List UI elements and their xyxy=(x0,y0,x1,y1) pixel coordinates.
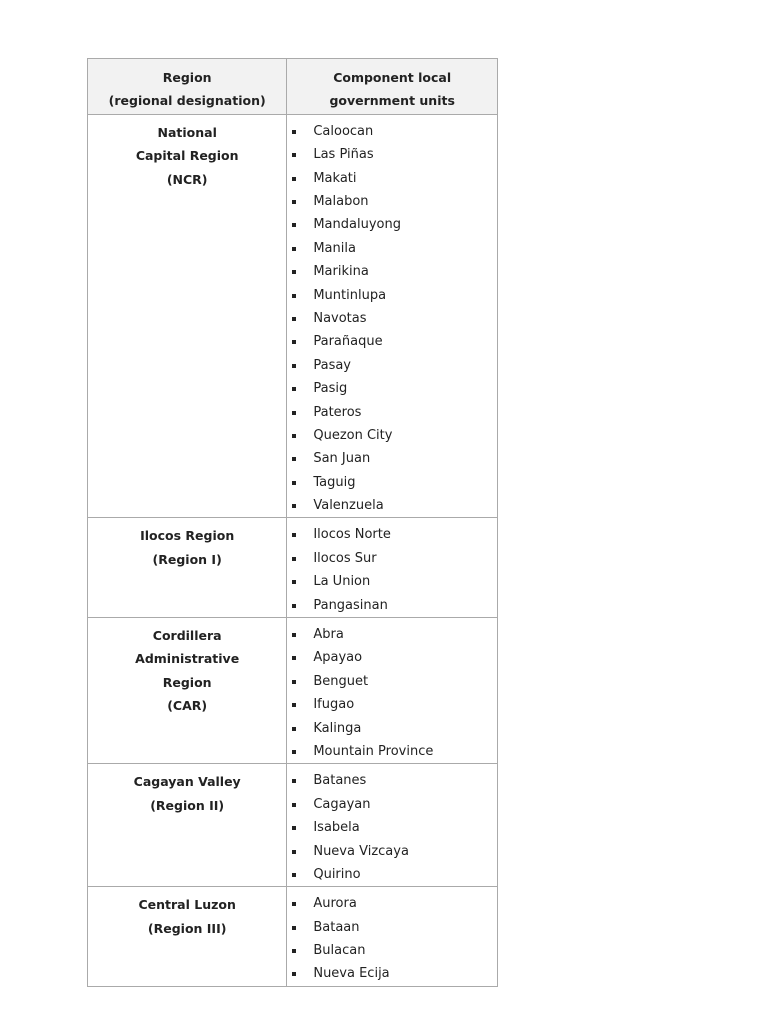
table-row xyxy=(88,518,498,618)
bullet-icon xyxy=(292,223,296,227)
bullet-icon xyxy=(292,727,296,731)
lgu-name: Taguig xyxy=(313,474,356,490)
bullet-icon xyxy=(292,604,296,608)
bullet-icon xyxy=(292,457,296,461)
bullet-icon xyxy=(292,481,296,485)
regions-table xyxy=(87,58,498,987)
table-row xyxy=(88,764,498,887)
region-cell xyxy=(88,887,287,987)
bullet-icon xyxy=(292,826,296,830)
region-cell xyxy=(88,518,287,618)
bullet-icon xyxy=(292,434,296,438)
lgu-list xyxy=(287,892,493,986)
header-row xyxy=(88,59,498,115)
region-cell xyxy=(88,618,287,764)
lgu-name: Muntinlupa xyxy=(313,287,387,303)
bullet-icon xyxy=(292,902,296,906)
bullet-icon xyxy=(292,926,296,930)
list-item xyxy=(287,120,493,143)
list-item xyxy=(287,740,493,763)
list-item xyxy=(287,260,493,283)
lgu-name: Bataan xyxy=(313,919,360,935)
lgu-name: Ilocos Norte xyxy=(313,527,391,543)
bullet-icon xyxy=(292,200,296,204)
lgu-name: Valenzuela xyxy=(313,498,384,514)
bullet-icon xyxy=(292,130,296,134)
region-name-line: Central Luzon xyxy=(138,897,236,913)
bullet-icon xyxy=(292,703,296,707)
list-item xyxy=(287,547,493,570)
bullet-icon xyxy=(292,247,296,251)
bullet-icon xyxy=(292,656,296,660)
region-name-line: Capital Region xyxy=(135,148,239,164)
bullet-icon xyxy=(292,557,296,561)
lgu-name: Caloocan xyxy=(313,123,374,139)
lgu-cell xyxy=(287,114,498,518)
lgu-name: Pateros xyxy=(313,404,362,420)
list-item xyxy=(287,863,493,886)
list-item xyxy=(287,916,493,939)
region-name-line: Cagayan Valley xyxy=(133,774,241,790)
region-cell xyxy=(88,114,287,518)
list-item xyxy=(287,594,493,617)
list-item xyxy=(287,190,493,213)
list-item xyxy=(287,816,493,839)
region-name-line: Region xyxy=(162,674,212,690)
table-header xyxy=(88,59,498,115)
bullet-icon xyxy=(292,294,296,298)
table-row xyxy=(88,618,498,764)
region-designation: (Region II) xyxy=(150,797,225,813)
list-item xyxy=(287,401,493,424)
table-body xyxy=(88,114,498,986)
lgu-name: Ilocos Sur xyxy=(313,550,377,566)
lgu-name: Nueva Vizcaya xyxy=(313,843,409,859)
region-designation: (NCR) xyxy=(166,171,208,187)
region-name-line: Administrative xyxy=(135,651,240,667)
bullet-icon xyxy=(292,680,296,684)
list-item xyxy=(287,307,493,330)
header-lgus-line: Component local xyxy=(333,70,452,85)
list-item xyxy=(287,962,493,985)
list-item xyxy=(287,143,493,166)
bullet-icon xyxy=(292,270,296,274)
lgu-name: Bulacan xyxy=(313,943,366,959)
bullet-icon xyxy=(292,153,296,157)
bullet-icon xyxy=(292,633,296,637)
list-item xyxy=(287,892,493,915)
lgu-name: Nueva Ecija xyxy=(313,966,390,982)
lgu-name: Pangasinan xyxy=(313,597,388,613)
lgu-name: San Juan xyxy=(313,451,371,467)
header-lgus-line: government units xyxy=(329,93,455,109)
lgu-name: Quirino xyxy=(313,866,361,882)
lgu-name: Malabon xyxy=(313,193,369,209)
region-cell xyxy=(88,764,287,887)
list-item xyxy=(287,769,493,792)
region-name-line: National xyxy=(157,124,217,140)
region-designation: (Region I) xyxy=(152,551,222,567)
bullet-icon xyxy=(292,533,296,537)
lgu-cell xyxy=(287,518,498,618)
lgu-name: La Union xyxy=(313,574,371,590)
lgu-name: Abra xyxy=(313,627,344,643)
list-item xyxy=(287,623,493,646)
bullet-icon xyxy=(292,504,296,508)
list-item xyxy=(287,939,493,962)
lgu-name: Las Piñas xyxy=(313,147,374,163)
lgu-name: Batanes xyxy=(313,773,367,789)
lgu-name: Cagayan xyxy=(313,796,371,812)
lgu-name: Makati xyxy=(313,170,357,186)
list-item xyxy=(287,284,493,307)
lgu-name: Pasay xyxy=(313,357,351,373)
region-designation: (CAR) xyxy=(167,698,208,714)
lgu-name: Aurora xyxy=(313,896,357,912)
list-item xyxy=(287,523,493,546)
lgu-cell xyxy=(287,764,498,887)
list-item xyxy=(287,424,493,447)
bullet-icon xyxy=(292,411,296,415)
list-item xyxy=(287,471,493,494)
lgu-list xyxy=(287,523,493,617)
list-item xyxy=(287,237,493,260)
region-designation: (Region III) xyxy=(147,920,227,936)
region-name-line: Ilocos Region xyxy=(140,528,235,544)
lgu-cell xyxy=(287,887,498,987)
list-item xyxy=(287,670,493,693)
list-item xyxy=(287,213,493,236)
lgu-name: Mandaluyong xyxy=(313,217,401,233)
lgu-name: Kalinga xyxy=(313,720,362,736)
lgu-name: Parañaque xyxy=(313,334,383,350)
header-region xyxy=(88,59,287,115)
bullet-icon xyxy=(292,949,296,953)
header-region-line: (regional designation) xyxy=(108,93,266,109)
list-item xyxy=(287,330,493,353)
list-item xyxy=(287,494,493,517)
list-item xyxy=(287,717,493,740)
list-item xyxy=(287,447,493,470)
list-item xyxy=(287,354,493,377)
lgu-name: Pasig xyxy=(313,381,348,397)
list-item xyxy=(287,167,493,190)
list-item xyxy=(287,840,493,863)
lgu-name: Marikina xyxy=(313,264,369,280)
bullet-icon xyxy=(292,317,296,321)
lgu-list xyxy=(287,120,493,518)
bullet-icon xyxy=(292,972,296,976)
lgu-name: Benguet xyxy=(313,673,369,689)
list-item xyxy=(287,693,493,716)
bullet-icon xyxy=(292,803,296,807)
header-lgus xyxy=(287,59,498,115)
lgu-name: Mountain Province xyxy=(313,743,434,759)
list-item xyxy=(287,377,493,400)
bullet-icon xyxy=(292,364,296,368)
bullet-icon xyxy=(292,779,296,783)
list-item xyxy=(287,646,493,669)
bullet-icon xyxy=(292,850,296,854)
header-region-line: Region xyxy=(162,70,212,85)
lgu-name: Apayao xyxy=(313,650,363,666)
lgu-name: Ifugao xyxy=(313,697,355,713)
region-name-line: Cordillera xyxy=(152,628,222,644)
bullet-icon xyxy=(292,750,296,754)
bullet-icon xyxy=(292,340,296,344)
bullet-icon xyxy=(292,177,296,181)
lgu-name: Quezon City xyxy=(313,427,393,443)
list-item xyxy=(287,570,493,593)
lgu-list xyxy=(287,769,493,886)
lgu-name: Isabela xyxy=(313,820,360,836)
bullet-icon xyxy=(292,387,296,391)
lgu-name: Manila xyxy=(313,240,356,256)
bullet-icon xyxy=(292,873,296,877)
table-row xyxy=(88,114,498,518)
lgu-list xyxy=(287,623,493,763)
bullet-icon xyxy=(292,580,296,584)
lgu-name: Navotas xyxy=(313,310,367,326)
lgu-cell xyxy=(287,618,498,764)
list-item xyxy=(287,793,493,816)
table-row xyxy=(88,887,498,987)
